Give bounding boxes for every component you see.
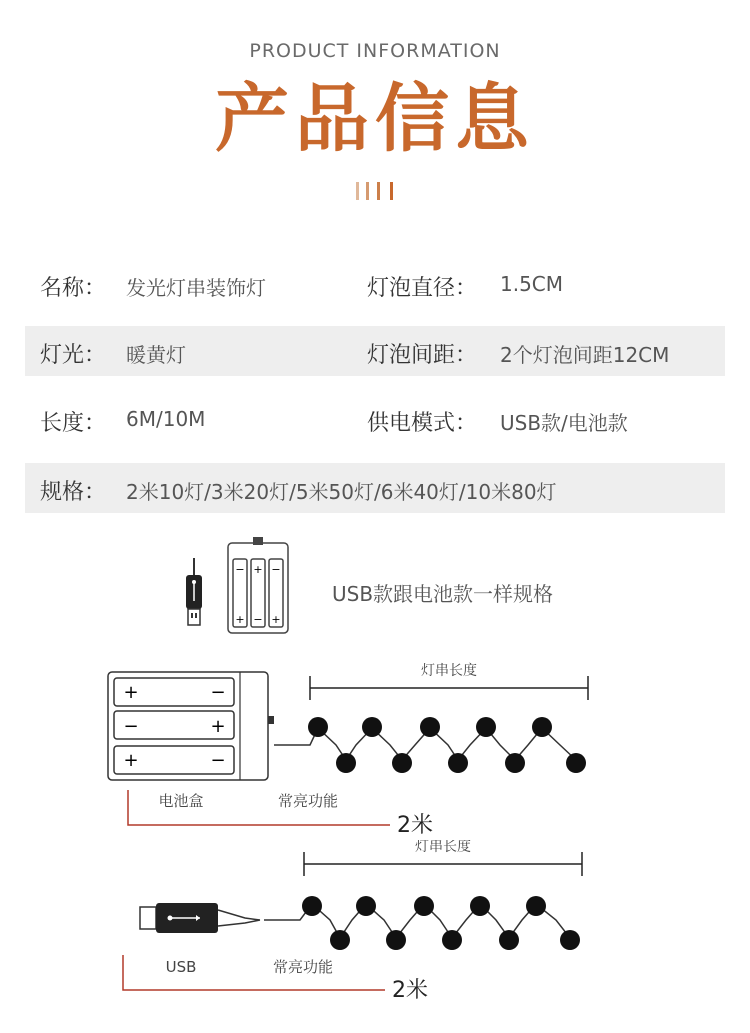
string-length-label: 灯串长度 <box>415 840 471 855</box>
string-length-label: 灯串长度 <box>421 663 477 679</box>
steady-on-label: 常亮功能 <box>272 958 334 976</box>
bulb-icon <box>386 930 406 950</box>
name-label: 名称： <box>40 276 107 301</box>
accent-tick <box>356 182 359 200</box>
bulb-icon <box>476 717 496 737</box>
length-value: 6M/10M <box>126 407 206 431</box>
bulb-icon <box>302 896 322 916</box>
spec-value: 2米10灯/3米20灯/5米50灯/6米40灯/10米80灯 <box>126 480 557 504</box>
accent-tick <box>366 182 369 200</box>
bulb-icon <box>448 753 468 773</box>
usb-battery-note: USB款跟电池款一样规格 <box>332 582 554 606</box>
spec-row-length <box>25 394 725 444</box>
header-chinese-title: 产品信息 <box>215 76 535 162</box>
usb-plug-icon <box>186 558 202 625</box>
name-value: 发光灯串装饰灯 <box>126 276 266 300</box>
battery-2-plus: + <box>210 716 226 737</box>
bulb-icon <box>336 753 356 773</box>
steady-on-label: 常亮功能 <box>277 792 339 810</box>
power-value: USB款/电池款 <box>500 411 628 435</box>
spec-row-light <box>25 326 725 376</box>
bulb-icon <box>505 753 525 773</box>
spec-row-name <box>25 259 725 309</box>
svg-text:+: + <box>253 563 263 576</box>
cable-length-line <box>123 955 385 990</box>
diameter-value: 1.5CM <box>500 272 564 296</box>
accent-tick <box>377 182 380 200</box>
bulb-icon <box>356 896 376 916</box>
bulb-row <box>302 896 580 950</box>
bulb-icon <box>330 930 350 950</box>
usb-wiring-diagram <box>0 840 750 1020</box>
bulb-icon <box>566 753 586 773</box>
bulb-icon <box>526 896 546 916</box>
svg-text:+: + <box>235 613 245 626</box>
svg-text:−: − <box>253 613 263 626</box>
light-label: 灯光： <box>40 343 107 368</box>
length-label: 长度： <box>40 411 107 436</box>
bulb-icon <box>392 753 412 773</box>
diameter-label: 灯泡直径： <box>367 276 478 301</box>
bulb-icon <box>362 717 382 737</box>
bulb-icon <box>560 930 580 950</box>
bulb-icon <box>308 717 328 737</box>
usb-plug-icon <box>140 903 260 933</box>
bulb-icon <box>442 930 462 950</box>
svg-text:+: + <box>271 613 281 626</box>
accent-tick <box>390 182 393 200</box>
cable-length-label: 2米 <box>397 813 433 838</box>
battery-1-minus: − <box>210 682 226 703</box>
battery-holder-icon <box>228 537 288 633</box>
spacing-label: 灯泡间距： <box>367 343 478 368</box>
svg-text:−: − <box>235 563 245 576</box>
power-label: 供电模式： <box>367 411 478 436</box>
cable-length-label: 2米 <box>392 978 428 1003</box>
spec-row-spec <box>25 463 725 513</box>
battery-3-minus: − <box>210 750 226 771</box>
header-english-title: PRODUCT INFORMATION <box>249 40 501 62</box>
battery-box-label: 电池盒 <box>158 792 204 810</box>
light-value: 暖黄灯 <box>126 343 186 367</box>
battery-wiring-diagram <box>0 660 750 840</box>
battery-3-plus: + <box>123 750 139 771</box>
bulb-icon <box>470 896 490 916</box>
bulb-icon <box>532 717 552 737</box>
bulb-icon <box>499 930 519 950</box>
battery-2-minus: − <box>123 716 139 737</box>
bulb-icon <box>420 717 440 737</box>
spacing-value: 2个灯泡间距12CM <box>500 343 670 367</box>
battery-1-plus: + <box>123 682 139 703</box>
spec-label: 规格： <box>40 480 107 505</box>
svg-text:−: − <box>271 563 281 576</box>
usb-label: USB <box>165 958 197 976</box>
bulb-icon <box>414 896 434 916</box>
